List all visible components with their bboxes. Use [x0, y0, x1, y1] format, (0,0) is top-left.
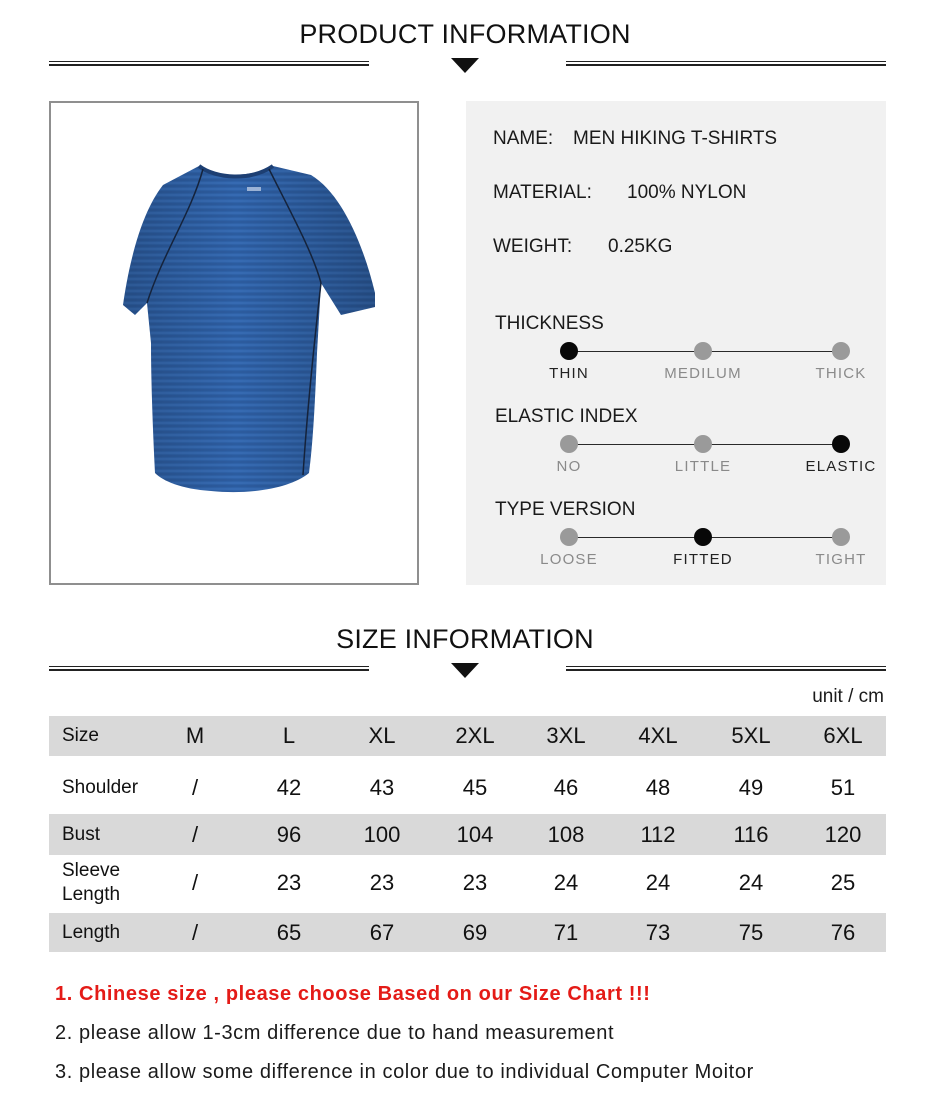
- table-row: [49, 913, 886, 952]
- header-cell: 4XL: [638, 723, 678, 748]
- scale-dot: [832, 528, 850, 546]
- scale-label: ELASTIC: [805, 458, 877, 475]
- table-cell: 104: [456, 821, 494, 847]
- scale-dot: [694, 342, 712, 360]
- scale-label: LITTLE: [674, 458, 732, 475]
- table-cell: 100: [363, 821, 401, 847]
- row-label: Bust: [62, 823, 101, 845]
- table-cell: 65: [276, 919, 302, 945]
- divider-right: [566, 666, 886, 671]
- scale-title: TYPE VERSION: [495, 499, 636, 520]
- table-cell: 116: [733, 821, 769, 847]
- note-1: 1. Chinese size , please choose Based on our Size Chart !!!: [55, 983, 651, 1005]
- scale-dot: [560, 435, 578, 453]
- scale-label: LOOSE: [540, 551, 598, 568]
- scale-dot: [694, 528, 712, 546]
- table-cell: 76: [830, 919, 856, 945]
- header-cell: L: [282, 723, 296, 748]
- table-header-row: [49, 716, 886, 756]
- weight-row: [493, 236, 673, 258]
- material-row: [493, 182, 747, 204]
- table-cell: 42: [276, 775, 302, 800]
- table-cell: /: [191, 919, 199, 945]
- weight-label: WEIGHT:: [493, 236, 573, 257]
- table-cell: 67: [369, 919, 395, 945]
- down-arrow-icon: [451, 58, 479, 73]
- row-label: Shoulder: [62, 777, 139, 798]
- table-cell: 49: [738, 775, 764, 800]
- table-cell: 51: [830, 775, 856, 800]
- tshirt-illustration: [51, 103, 417, 583]
- table-cell: 45: [462, 775, 488, 800]
- table-cell: 108: [547, 821, 585, 847]
- product-info-title: PRODUCT INFORMATION: [299, 19, 631, 49]
- material-value: 100% NYLON: [627, 182, 747, 203]
- name-row: [493, 128, 778, 150]
- scale-title: THICKNESS: [495, 313, 604, 334]
- header-cell: 5XL: [731, 723, 771, 748]
- divider-right: [566, 61, 886, 66]
- table-cell: /: [191, 775, 199, 800]
- name-label: NAME:: [493, 128, 554, 149]
- table-cell: 25: [830, 869, 856, 895]
- scale-title: ELASTIC INDEX: [495, 406, 638, 427]
- table-cell: 71: [553, 919, 579, 945]
- table-cell: 75: [738, 919, 764, 945]
- table-cell: 46: [553, 775, 579, 800]
- scale-dot: [560, 528, 578, 546]
- scale-label: NO: [556, 458, 582, 475]
- table-cell: /: [191, 821, 199, 847]
- scale-label: THIN: [549, 365, 589, 382]
- product-info-panel: [466, 101, 886, 585]
- divider-left: [49, 61, 369, 66]
- header-cell: XL: [368, 723, 396, 748]
- header-cell: 6XL: [823, 723, 863, 748]
- table-cell: 23: [276, 869, 302, 895]
- divider-left: [49, 666, 369, 671]
- scale-dot: [832, 435, 850, 453]
- row-label: Sleeve Length: [62, 859, 121, 905]
- row-label: Length: [62, 921, 121, 943]
- scale-dot: [832, 342, 850, 360]
- scale-label: FITTED: [673, 551, 733, 568]
- header-cell: 3XL: [546, 723, 586, 748]
- table-cell: 24: [738, 869, 764, 895]
- table-row: [49, 763, 886, 813]
- table-row: [49, 856, 886, 909]
- scale-dot: [560, 342, 578, 360]
- header-cell: M: [185, 723, 205, 748]
- note-2: 2. please allow 1-3cm difference due to hand measurement: [55, 1022, 615, 1044]
- scale-label: TIGHT: [815, 551, 867, 568]
- table-cell: 24: [553, 869, 579, 895]
- table-cell: 73: [645, 919, 671, 945]
- table-cell: 48: [645, 775, 671, 800]
- table-cell: 43: [369, 775, 395, 800]
- product-image: [49, 101, 419, 585]
- table-cell: 112: [640, 821, 676, 847]
- table-cell: 24: [645, 869, 671, 895]
- table-cell: 69: [462, 919, 488, 945]
- header-cell: Size: [62, 725, 99, 746]
- note-3: 3. please allow some difference in color due to individual Computer Moitor: [55, 1061, 754, 1083]
- scale-label: MEDILUM: [664, 365, 742, 382]
- table-cell: 96: [276, 821, 302, 847]
- size-info-title: SIZE INFORMATION: [336, 624, 594, 654]
- unit-label: unit / cm: [812, 686, 884, 707]
- scale-dot: [694, 435, 712, 453]
- name-value: MEN HIKING T-SHIRTS: [573, 128, 778, 149]
- table-cell: 120: [824, 821, 862, 847]
- header-cell: 2XL: [455, 723, 495, 748]
- table-row: [49, 814, 886, 855]
- material-label: MATERIAL:: [493, 182, 592, 203]
- table-cell: /: [191, 869, 199, 895]
- table-cell: 23: [369, 869, 395, 895]
- table-cell: 23: [462, 869, 488, 895]
- weight-value: 0.25KG: [608, 236, 673, 257]
- scale-label: THICK: [815, 365, 867, 382]
- down-arrow-icon: [451, 663, 479, 678]
